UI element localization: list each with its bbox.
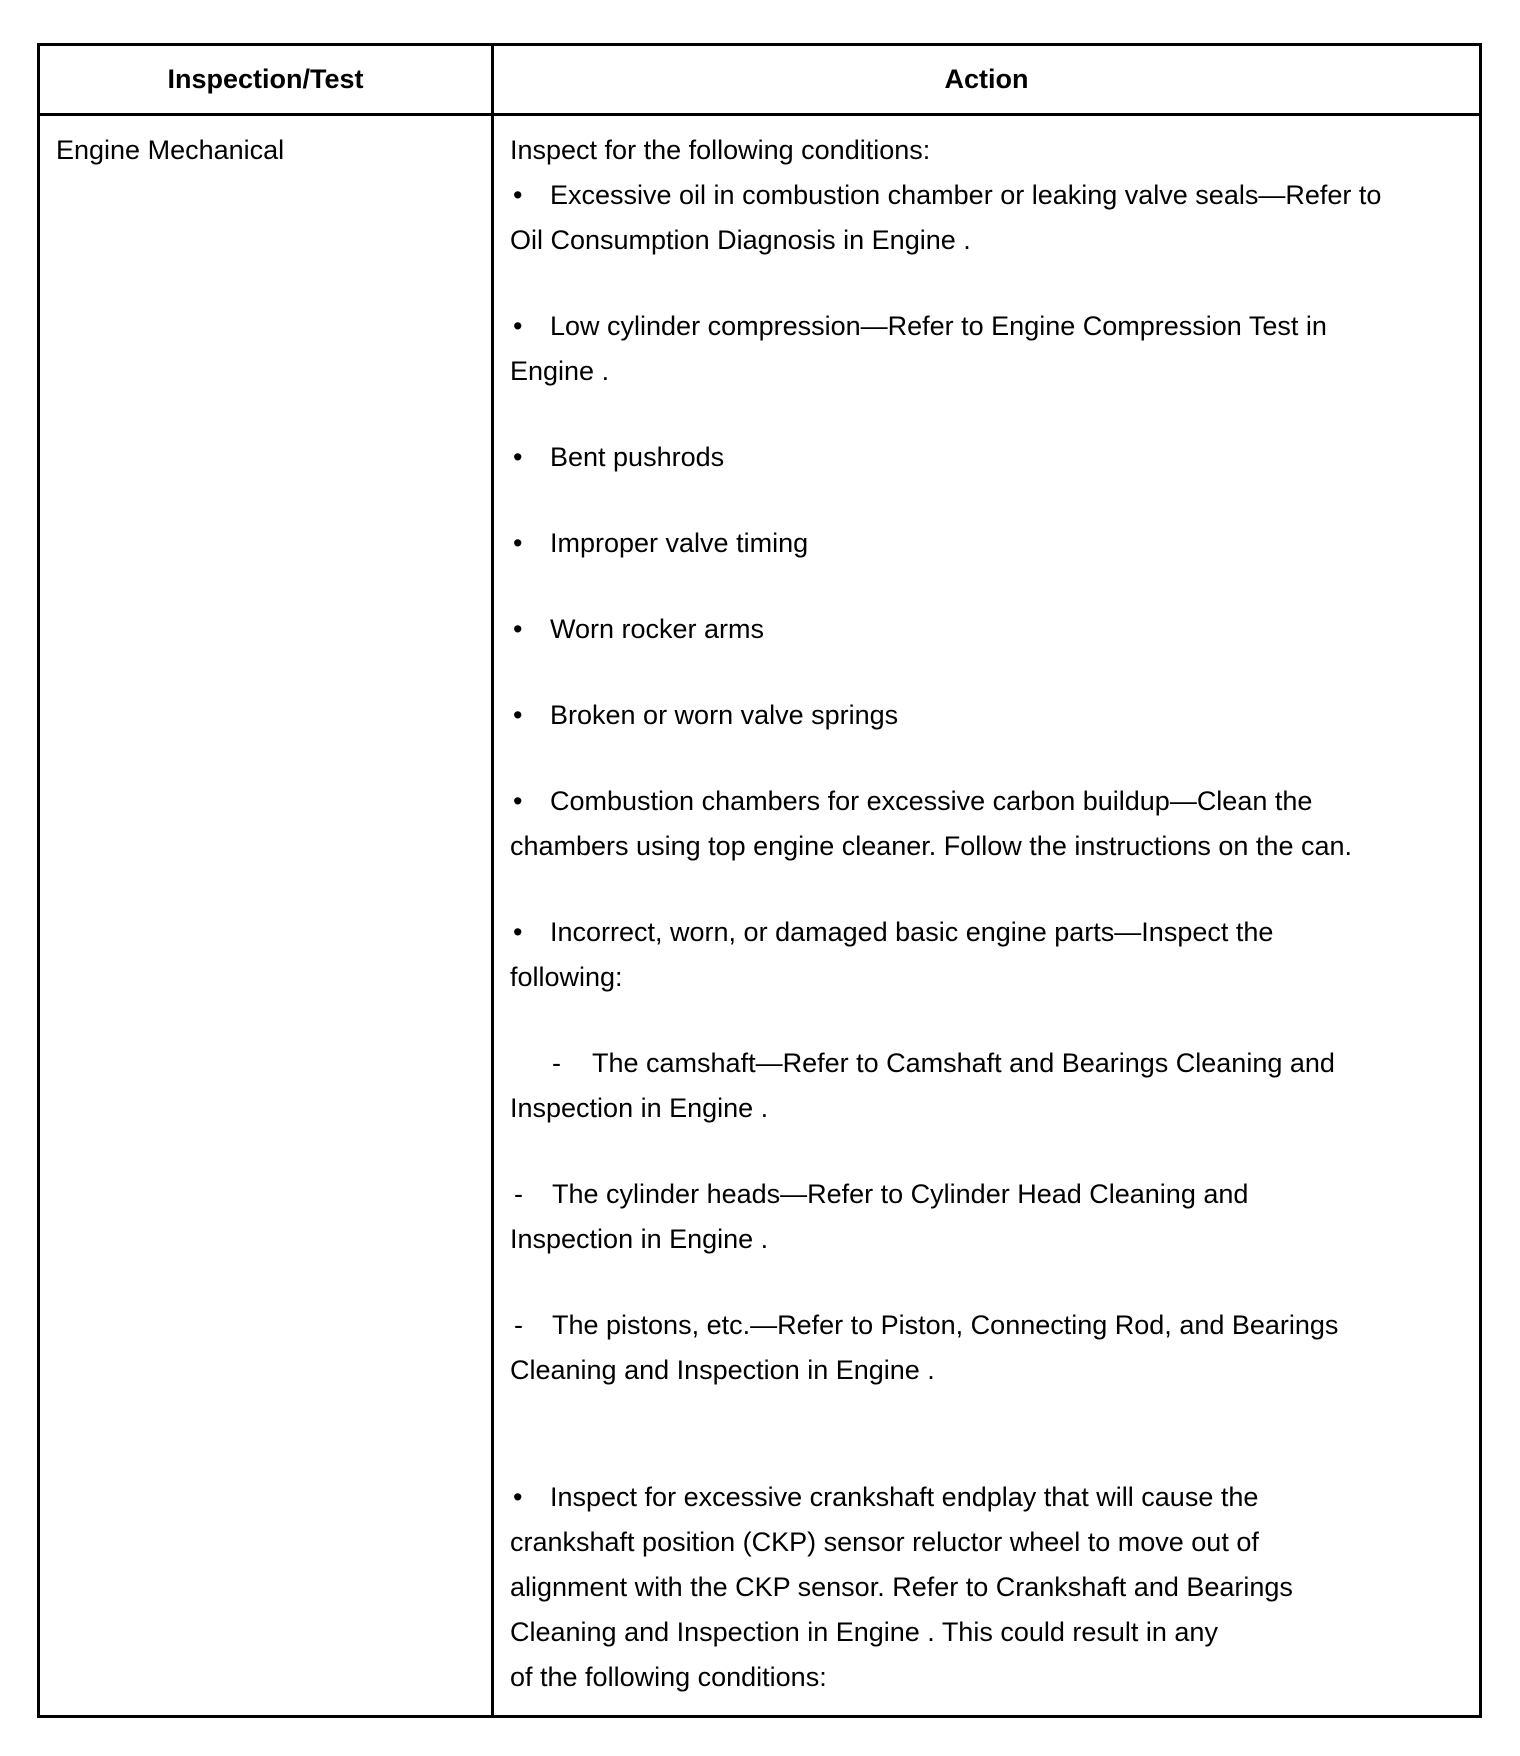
header-divider — [40, 113, 1479, 116]
dash-icon: - — [514, 1179, 523, 1209]
list-item: • Incorrect, worn, or damaged basic engine parts—Inspect the — [510, 910, 1470, 955]
sub-list-item-continuation: Inspection in Engine . — [510, 1224, 769, 1254]
sub-list-item: - The pistons, etc.—Refer to Piston, Connecting Rod, and Bearings — [510, 1303, 1470, 1348]
sub-list-item-continuation: Inspection in Engine . — [510, 1093, 769, 1123]
bullet-icon: • — [513, 1482, 523, 1512]
list-item-continuation: alignment with the CKP sensor. Refer to Crankshaft and Bearings — [510, 1572, 1293, 1602]
list-item-continuation: Cleaning and Inspection in Engine . This could result in any — [510, 1617, 1218, 1647]
list-item: • Excessive oil in combustion chamber or leaking valve seals—Refer to — [510, 173, 1470, 218]
list-item: • Improper valve timing — [510, 521, 1470, 566]
list-item: • Inspect for excessive crankshaft endplay that will cause the — [510, 1475, 1470, 1520]
bullet-icon: • — [513, 311, 523, 341]
sub-list-item-continuation: Cleaning and Inspection in Engine . — [510, 1355, 935, 1385]
action-intro: Inspect for the following conditions: — [510, 135, 931, 165]
bullet-icon: • — [513, 786, 523, 816]
sub-list-item: - The cylinder heads—Refer to Cylinder Head Cleaning and — [510, 1172, 1470, 1217]
dash-icon: - — [552, 1048, 561, 1078]
dash-icon: - — [514, 1310, 523, 1340]
header-inspection-test: Inspection/Test — [167, 64, 364, 94]
sub-list-item: - The camshaft—Refer to Camshaft and Bearings Cleaning and — [510, 1041, 1470, 1086]
bullet-icon: • — [513, 614, 523, 644]
column-divider — [491, 46, 494, 1715]
list-item-continuation: chambers using top engine cleaner. Follow the instructions on the can. — [510, 831, 1352, 861]
inspection-table — [37, 43, 1482, 1718]
list-item: • Low cylinder compression—Refer to Engine Compression Test in — [510, 304, 1470, 349]
list-item: • Worn rocker arms — [510, 607, 1470, 652]
list-item-continuation: crankshaft position (CKP) sensor reluctor wheel to move out of — [510, 1527, 1259, 1557]
list-item: • Broken or worn valve springs — [510, 693, 1470, 738]
bullet-icon: • — [513, 180, 523, 210]
list-item-continuation: following: — [510, 962, 623, 992]
list-item: • Combustion chambers for excessive carbon buildup—Clean the — [510, 779, 1470, 824]
list-item: • Bent pushrods — [510, 435, 1470, 480]
bullet-icon: • — [513, 700, 523, 730]
list-item-continuation: Oil Consumption Diagnosis in Engine . — [510, 225, 971, 255]
list-item-continuation: Engine . — [510, 356, 610, 386]
header-action: Action — [944, 64, 1029, 94]
bullet-icon: • — [513, 917, 523, 947]
cell-inspection-engine-mechanical: Engine Mechanical — [56, 135, 285, 165]
cell-action — [510, 128, 1470, 1700]
bullet-icon: • — [513, 528, 523, 558]
bullet-icon: • — [513, 442, 523, 472]
list-item-continuation: of the following conditions: — [510, 1662, 827, 1692]
